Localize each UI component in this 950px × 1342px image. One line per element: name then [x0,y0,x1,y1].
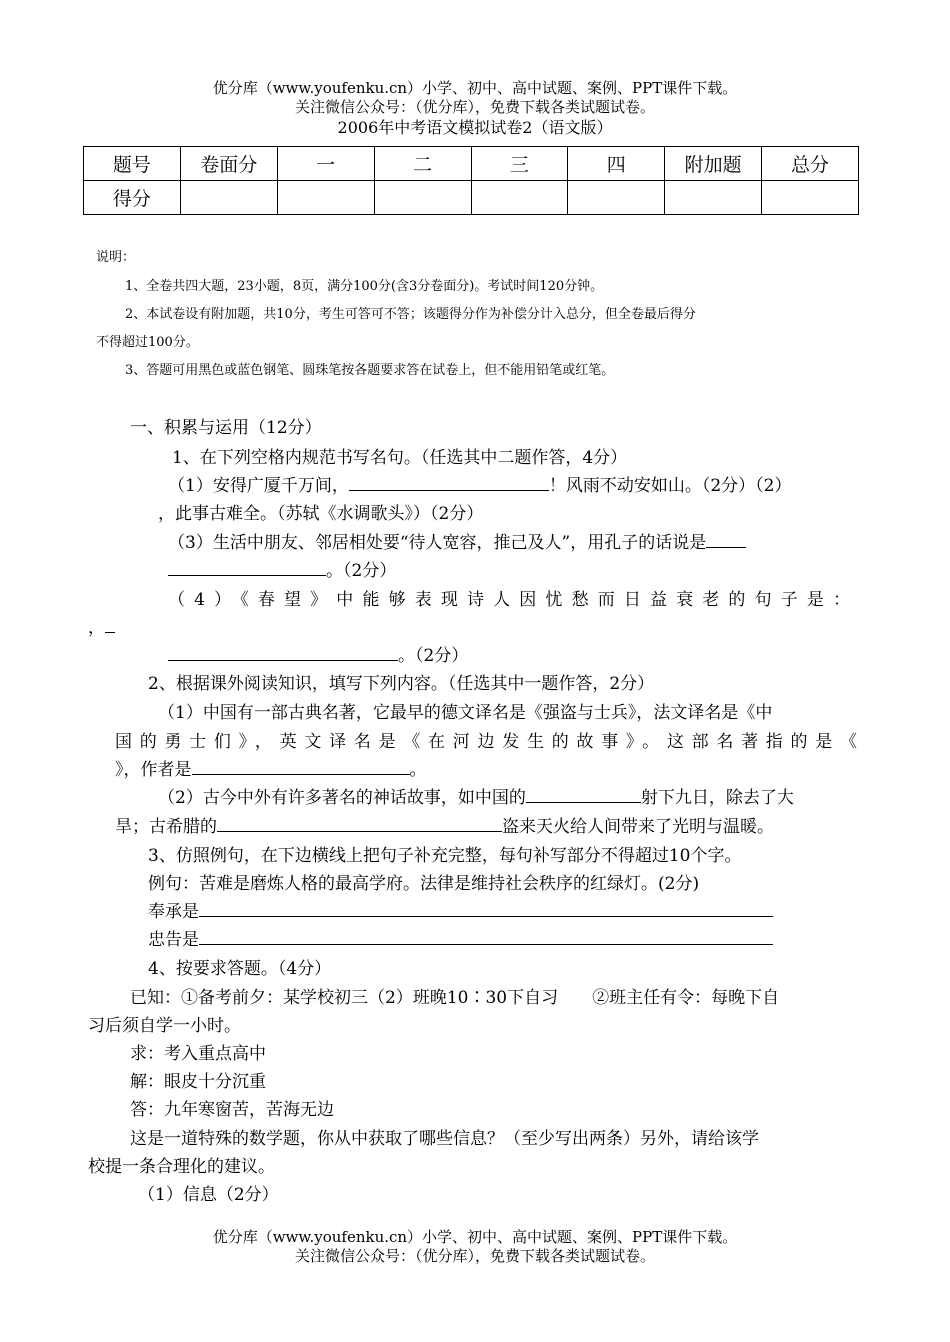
text: ， [88,618,105,638]
score-input-cell[interactable] [762,181,859,215]
score-table-header-row [84,147,859,181]
table-cell: 二 [374,147,471,181]
score-input-cell[interactable] [568,181,665,215]
text: 奉承是 [148,902,199,922]
section-heading: 一、积累与运用（12分） [130,418,322,438]
table-cell: 一 [277,147,374,181]
question-4-answer: 答：九年寒窗苦，苦海无边 [130,1100,334,1120]
answer-blank[interactable] [105,617,115,633]
question-3-example: 例句：苦难是磨炼人格的最高学府。法律是维持社会秩序的红绿灯。(2分) [148,874,700,894]
question-1-stem: 1、在下列空格内规范书写名句。（任选其中二题作答，4分） [172,448,628,468]
table-cell: 四 [568,147,665,181]
note-2b: 不得超过100分。 [96,335,199,350]
answer-blank[interactable] [706,532,746,548]
score-table-score-row [84,181,859,215]
question-1-part-4-end [168,645,468,667]
text: 射下九日，除去了大 [640,788,794,808]
text: 盗来天火给人间带来了光明与温暖。 [502,817,774,837]
score-input-cell[interactable] [277,181,374,215]
question-1-part-4: （4）《春望》中能够表现诗人因忧愁而日益衰老的句子是： [168,590,850,610]
question-4-ask: 求：考入重点高中 [130,1044,266,1064]
answer-blank[interactable] [168,645,398,661]
question-1-part-4-cont [88,617,115,639]
question-3-a [148,901,773,923]
question-1-part-2: ，此事古难全。（苏轼《水调歌头》）（2分） [158,504,484,524]
text: （1）安得广厦千万间， [168,476,349,496]
question-2-part-2-cont [115,816,774,838]
question-3-stem: 3、仿照例句，在下边横线上把句子补充完整，每句补写部分不得超过10个字。 [148,846,742,866]
text: （3）生活中朋友、邻居相处要“待人宽容，推己及人”，用孔子的话说是 [168,533,707,553]
score-input-cell[interactable] [665,181,762,215]
text: 。 [409,760,427,780]
answer-blank[interactable] [199,929,773,945]
answer-blank[interactable] [199,901,773,917]
note-2a: 2、本试卷设有附加题，共10分，考生可答可不答；该题得分作为补偿分计入总分，但全卷最后得分 [125,307,696,322]
text: 。（2分） [398,646,469,666]
answer-blank[interactable] [192,759,410,775]
footer-line-2: 关注微信公众号：（优分库），免费下载各类试题试卷。 [294,1247,655,1265]
question-4-stem: 4、按要求答题。（4分） [148,959,332,979]
score-input-cell[interactable] [374,181,471,215]
question-4-prompt: 这是一道特殊的数学题，你从中获取了哪些信息？（至少写出两条）另外，请给该学 [130,1129,759,1149]
question-2-stem: 2、根据课外阅读知识，填写下列内容。（任选其中一题作答，2分） [148,674,655,694]
answer-blank[interactable] [349,475,549,491]
question-3-b [148,929,773,951]
table-cell: 总分 [762,147,859,181]
answer-blank[interactable] [168,560,326,576]
question-4-known: 已知：①备考前夕：某学校初三（2）班晚10∶30下自习 ②班主任有令：每晚下自 [130,988,780,1008]
question-1-part-3-cont [168,560,396,582]
question-2-part-2 [158,787,794,809]
text: 》，作者是 [115,760,192,780]
text: （2）古今中外有许多著名的神话故事，如中国的 [158,788,526,808]
question-2-part-1: （1）中国有一部古典名著，它最早的德文译名是《强盗与士兵》，法文译名是《中 [158,703,773,723]
question-1-part-3 [168,532,746,554]
notes-heading: 说明： [96,250,136,265]
header-line-2: 关注微信公众号：（优分库），免费下载各类试题试卷。 [294,98,655,116]
table-cell: 三 [471,147,568,181]
table-cell: 卷面分 [180,147,277,181]
text: ！风雨不动安如山。（2分）（2） [548,476,792,496]
text: 。（2分） [326,561,397,581]
question-2-part-1-cont: 国的勇士们》，英文译名是《在河边发生的故事》。这部名著指的是《 [115,732,857,752]
question-4-known-cont: 习后须自学一小时。 [88,1016,241,1036]
text: 旱；古希腊的 [115,817,217,837]
question-4-solve: 解：眼皮十分沉重 [130,1072,266,1092]
question-1-part-1 [168,475,791,497]
score-input-cell[interactable] [180,181,277,215]
table-cell: 题号 [84,147,181,181]
question-4-prompt-cont: 校提一条合理化的建议。 [88,1157,275,1177]
table-cell: 得分 [84,181,181,215]
score-input-cell[interactable] [471,181,568,215]
table-cell: 附加题 [665,147,762,181]
answer-blank[interactable] [526,787,641,803]
text: 忠告是 [148,930,199,950]
header-line-1: 优分库（www.youfenku.cn）小学、初中、高中试题、案例、PPT课件下载。 [212,79,738,97]
answer-blank[interactable] [217,816,502,832]
question-2-part-1-end [115,759,427,781]
page-title: 2006年中考语文模拟试卷2（语文版） [337,118,613,137]
question-4-sub-1: （1）信息（2分） [138,1185,279,1205]
score-table [83,146,859,215]
note-1: 1、全卷共四大题，23小题，8页，满分100分(含3分卷面分)。考试时间120分钟。 [125,279,604,294]
note-3: 3、答题可用黑色或蓝色钢笔、圆珠笔按各题要求答在试卷上，但不能用铅笔或红笔。 [125,363,615,378]
footer-line-1: 优分库（www.youfenku.cn）小学、初中、高中试题、案例、PPT课件下载。 [212,1228,738,1246]
